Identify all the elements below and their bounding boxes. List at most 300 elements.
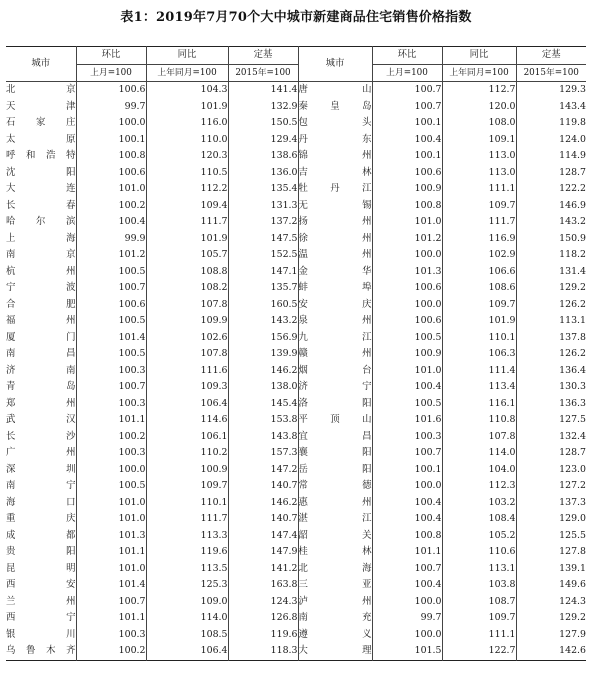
- table-row: [6, 297, 586, 314]
- table-row: [6, 99, 586, 116]
- base-left-cell: 118.3: [228, 643, 298, 660]
- yoy-left-cell: 110.0: [146, 132, 228, 149]
- city-right-cell: 遵义: [298, 627, 372, 644]
- city-right-cell: 徐州: [298, 231, 372, 248]
- table-row: [6, 313, 586, 330]
- mom-left-cell: 100.2: [76, 643, 146, 660]
- base-right-cell: 127.8: [516, 544, 586, 561]
- yoy-left-cell: 111.7: [146, 214, 228, 231]
- city-left-cell: 广州: [6, 447, 76, 458]
- table-row: [6, 478, 586, 495]
- mom-right-cell: 100.0: [372, 297, 442, 314]
- mom-left-cell: 100.6: [76, 165, 146, 182]
- mom-left-cell: 100.5: [76, 478, 146, 495]
- base-right-cell: 126.2: [516, 346, 586, 363]
- base-left-cell: 147.9: [228, 544, 298, 561]
- base-right-cell: 119.8: [516, 115, 586, 132]
- base-right-cell: 131.4: [516, 264, 586, 281]
- city-right-cell: 牡丹江: [298, 181, 372, 198]
- base-left-cell: 153.8: [228, 412, 298, 429]
- city-right-cell: 惠州: [298, 495, 372, 512]
- yoy-right-cell: 109.7: [442, 198, 516, 215]
- yoy-header-right: 同比: [442, 47, 516, 65]
- city-left-cell: 宁波: [6, 282, 76, 293]
- yoy-right-cell: 108.0: [442, 115, 516, 132]
- base-right-cell: 139.1: [516, 561, 586, 578]
- yoy-left-cell: 111.7: [146, 511, 228, 528]
- city-left-cell: 南宁: [6, 480, 76, 491]
- table-row: [6, 511, 586, 528]
- yoy-left-cell: 111.6: [146, 363, 228, 380]
- yoy-right-cell: 109.1: [442, 132, 516, 149]
- yoy-right-cell: 108.6: [442, 280, 516, 297]
- yoy-right-cell: 107.8: [442, 429, 516, 446]
- city-header-right: 城市: [298, 47, 372, 82]
- city-right-cell: 泸州: [298, 594, 372, 611]
- city-right-cell: 济宁: [298, 379, 372, 396]
- table-row: [6, 264, 586, 281]
- yoy-sub-left: 上年同月=100: [146, 64, 228, 82]
- yoy-right-cell: 122.7: [442, 643, 516, 660]
- mom-left-cell: 100.3: [76, 627, 146, 644]
- yoy-left-cell: 108.5: [146, 627, 228, 644]
- mom-left-cell: 101.1: [76, 544, 146, 561]
- city-right-cell: 蚌埠: [298, 280, 372, 297]
- city-left-cell: 西安: [6, 579, 76, 590]
- mom-right-cell: 100.7: [372, 561, 442, 578]
- city-left-cell: 兰州: [6, 595, 76, 607]
- mom-right-cell: 100.0: [372, 594, 442, 611]
- mom-left-cell: 99.9: [76, 231, 146, 248]
- base-left-cell: 135.4: [228, 181, 298, 198]
- city-left-cell: 天津: [6, 100, 76, 112]
- base-right-cell: 129.2: [516, 610, 586, 627]
- mom-left-cell: 99.7: [76, 99, 146, 116]
- mom-sub-right: 上月=100: [372, 64, 442, 82]
- city-left-cell: 哈尔滨: [6, 216, 76, 227]
- city-left-cell: 南昌: [6, 348, 76, 359]
- mom-right-cell: 100.8: [372, 198, 442, 215]
- mom-left-cell: 101.0: [76, 495, 146, 512]
- yoy-left-cell: 100.9: [146, 462, 228, 479]
- base-right-cell: 128.7: [516, 165, 586, 182]
- mom-left-cell: 100.7: [76, 594, 146, 611]
- mom-right-cell: 101.5: [372, 643, 442, 660]
- yoy-right-cell: 111.4: [442, 363, 516, 380]
- mom-left-cell: 100.0: [76, 115, 146, 132]
- yoy-left-cell: 109.7: [146, 478, 228, 495]
- mom-left-cell: 101.2: [76, 247, 146, 264]
- base-right-cell: 149.6: [516, 577, 586, 594]
- mom-left-cell: 100.5: [76, 346, 146, 363]
- city-left-cell: 大连: [6, 183, 76, 194]
- base-right-cell: 132.4: [516, 429, 586, 446]
- mom-right-cell: 100.1: [372, 115, 442, 132]
- base-right-cell: 129.2: [516, 280, 586, 297]
- base-sub-right: 2015年=100: [516, 64, 586, 82]
- yoy-right-cell: 111.7: [442, 214, 516, 231]
- base-left-cell: 146.2: [228, 363, 298, 380]
- city-right-cell: 温州: [298, 247, 372, 264]
- table-row: [6, 462, 586, 479]
- yoy-left-cell: 106.4: [146, 643, 228, 660]
- mom-right-cell: 100.1: [372, 148, 442, 165]
- table-row: [6, 610, 586, 627]
- table-row: [6, 181, 586, 198]
- city-right-cell: 北海: [298, 561, 372, 578]
- table-row: [6, 214, 586, 231]
- city-right-cell: 唐山: [298, 82, 372, 99]
- mom-right-cell: 101.3: [372, 264, 442, 281]
- mom-left-cell: 100.6: [76, 297, 146, 314]
- yoy-left-cell: 112.2: [146, 181, 228, 198]
- base-right-cell: 118.2: [516, 247, 586, 264]
- table-row: [6, 544, 586, 561]
- city-left-cell: 沈阳: [6, 166, 76, 178]
- yoy-right-cell: 101.9: [442, 313, 516, 330]
- yoy-left-cell: 106.1: [146, 429, 228, 446]
- city-right-cell: 湛江: [298, 511, 372, 528]
- yoy-right-cell: 112.3: [442, 478, 516, 495]
- city-right-cell: 锦州: [298, 148, 372, 165]
- table-row: [6, 379, 586, 396]
- table-body: [6, 82, 586, 661]
- base-right-cell: 127.2: [516, 478, 586, 495]
- mom-sub-left: 上月=100: [76, 64, 146, 82]
- mom-left-cell: 100.1: [76, 132, 146, 149]
- base-left-cell: 152.5: [228, 247, 298, 264]
- yoy-right-cell: 110.6: [442, 544, 516, 561]
- mom-right-cell: 100.7: [372, 445, 442, 462]
- city-right-cell: 洛阳: [298, 396, 372, 413]
- city-left-cell: 深圳: [6, 463, 76, 475]
- mom-left-cell: 100.4: [76, 214, 146, 231]
- city-left-cell: 呼和浩特: [6, 150, 76, 161]
- yoy-left-cell: 116.0: [146, 115, 228, 132]
- yoy-right-cell: 114.0: [442, 445, 516, 462]
- mom-right-cell: 100.9: [372, 181, 442, 198]
- base-right-cell: 125.5: [516, 528, 586, 545]
- table-row: [6, 165, 586, 182]
- city-left-cell: 武汉: [6, 414, 76, 425]
- yoy-right-cell: 111.1: [442, 181, 516, 198]
- table-row: [6, 643, 586, 660]
- mom-left-cell: 100.0: [76, 462, 146, 479]
- city-right-cell: 赣州: [298, 346, 372, 363]
- base-right-cell: 136.4: [516, 363, 586, 380]
- mom-right-cell: 100.4: [372, 577, 442, 594]
- mom-left-cell: 100.5: [76, 313, 146, 330]
- table-row: [6, 231, 586, 248]
- city-right-cell: 宜昌: [298, 429, 372, 446]
- city-left-cell: 贵阳: [6, 546, 76, 557]
- mom-header-left: 环比: [76, 47, 146, 65]
- table-row: [6, 594, 586, 611]
- mom-left-cell: 100.2: [76, 429, 146, 446]
- base-left-cell: 132.9: [228, 99, 298, 116]
- mom-right-cell: 100.4: [372, 379, 442, 396]
- mom-right-cell: 100.1: [372, 462, 442, 479]
- base-left-cell: 137.2: [228, 214, 298, 231]
- city-left-cell: 重庆: [6, 513, 76, 524]
- table-row: [6, 198, 586, 215]
- mom-right-cell: 100.0: [372, 247, 442, 264]
- table-row: [6, 280, 586, 297]
- yoy-right-cell: 111.1: [442, 627, 516, 644]
- yoy-right-cell: 112.7: [442, 82, 516, 99]
- mom-right-cell: 100.6: [372, 280, 442, 297]
- table-row: [6, 577, 586, 594]
- table-row: [6, 396, 586, 413]
- base-right-cell: 128.7: [516, 445, 586, 462]
- city-right-cell: 无锡: [298, 198, 372, 215]
- mom-right-cell: 100.7: [372, 99, 442, 116]
- yoy-left-cell: 110.2: [146, 445, 228, 462]
- yoy-left-cell: 109.4: [146, 198, 228, 215]
- yoy-right-cell: 110.8: [442, 412, 516, 429]
- base-header-right: 定基: [516, 47, 586, 65]
- mom-header-right: 环比: [372, 47, 442, 65]
- yoy-right-cell: 105.2: [442, 528, 516, 545]
- yoy-left-cell: 105.7: [146, 247, 228, 264]
- yoy-left-cell: 101.9: [146, 231, 228, 248]
- city-right-cell: 桂林: [298, 544, 372, 561]
- base-right-cell: 137.8: [516, 330, 586, 347]
- base-left-cell: 145.4: [228, 396, 298, 413]
- base-right-cell: 127.5: [516, 412, 586, 429]
- subheader-row: [6, 64, 586, 82]
- city-left-cell: 南京: [6, 249, 76, 260]
- table-row: [6, 627, 586, 644]
- city-right-cell: 秦皇岛: [298, 99, 372, 116]
- base-left-cell: 141.2: [228, 561, 298, 578]
- yoy-right-cell: 106.3: [442, 346, 516, 363]
- base-left-cell: 136.0: [228, 165, 298, 182]
- base-left-cell: 140.7: [228, 511, 298, 528]
- city-right-cell: 扬州: [298, 214, 372, 231]
- base-right-cell: 136.3: [516, 396, 586, 413]
- yoy-left-cell: 107.8: [146, 297, 228, 314]
- yoy-left-cell: 114.6: [146, 412, 228, 429]
- yoy-left-cell: 114.0: [146, 610, 228, 627]
- yoy-left-cell: 113.3: [146, 528, 228, 545]
- city-right-cell: 三亚: [298, 577, 372, 594]
- city-left-cell: 银川: [6, 628, 76, 640]
- base-right-cell: 124.0: [516, 132, 586, 149]
- yoy-right-cell: 108.4: [442, 511, 516, 528]
- base-left-cell: 163.8: [228, 577, 298, 594]
- city-left-cell: 西宁: [6, 612, 76, 623]
- base-right-cell: 130.3: [516, 379, 586, 396]
- yoy-right-cell: 102.9: [442, 247, 516, 264]
- yoy-left-cell: 106.4: [146, 396, 228, 413]
- mom-right-cell: 100.5: [372, 330, 442, 347]
- table-row: [6, 346, 586, 363]
- base-left-cell: 129.4: [228, 132, 298, 149]
- yoy-right-cell: 113.4: [442, 379, 516, 396]
- yoy-right-cell: 113.0: [442, 148, 516, 165]
- base-right-cell: 146.9: [516, 198, 586, 215]
- city-right-cell: 吉林: [298, 165, 372, 182]
- city-right-cell: 安庆: [298, 297, 372, 314]
- base-right-cell: 143.2: [516, 214, 586, 231]
- city-left-cell: 北京: [6, 84, 76, 95]
- mom-right-cell: 101.1: [372, 544, 442, 561]
- base-right-cell: 150.9: [516, 231, 586, 248]
- table-row: [6, 429, 586, 446]
- city-left-cell: 石家庄: [6, 117, 76, 128]
- city-right-cell: 金华: [298, 264, 372, 281]
- yoy-right-cell: 110.1: [442, 330, 516, 347]
- base-right-cell: 126.2: [516, 297, 586, 314]
- table-row: [6, 148, 586, 165]
- city-left-cell: 昆明: [6, 562, 76, 574]
- mom-right-cell: 100.3: [372, 429, 442, 446]
- base-right-cell: 142.6: [516, 643, 586, 660]
- yoy-left-cell: 119.6: [146, 544, 228, 561]
- mom-left-cell: 101.3: [76, 528, 146, 545]
- mom-left-cell: 100.7: [76, 280, 146, 297]
- yoy-left-cell: 110.5: [146, 165, 228, 182]
- base-right-cell: 113.1: [516, 313, 586, 330]
- table-row: [6, 495, 586, 512]
- base-right-cell: 124.3: [516, 594, 586, 611]
- base-right-cell: 137.3: [516, 495, 586, 512]
- city-left-cell: 乌鲁木齐: [6, 645, 76, 656]
- table-row: [6, 132, 586, 149]
- mom-left-cell: 100.2: [76, 198, 146, 215]
- city-left-cell: 成都: [6, 529, 76, 541]
- yoy-left-cell: 109.3: [146, 379, 228, 396]
- base-left-cell: 147.5: [228, 231, 298, 248]
- yoy-left-cell: 108.8: [146, 264, 228, 281]
- yoy-left-cell: 120.3: [146, 148, 228, 165]
- mom-left-cell: 101.1: [76, 610, 146, 627]
- mom-left-cell: 101.0: [76, 511, 146, 528]
- city-left-cell: 厦门: [6, 331, 76, 343]
- mom-right-cell: 100.6: [372, 313, 442, 330]
- yoy-left-cell: 104.3: [146, 82, 228, 99]
- base-left-cell: 143.8: [228, 429, 298, 446]
- yoy-left-cell: 107.8: [146, 346, 228, 363]
- mom-right-cell: 100.4: [372, 132, 442, 149]
- city-right-cell: 常德: [298, 478, 372, 495]
- base-left-cell: 141.4: [228, 82, 298, 99]
- city-left-cell: 济南: [6, 364, 76, 376]
- yoy-left-cell: 101.9: [146, 99, 228, 116]
- table-row: [6, 445, 586, 462]
- yoy-right-cell: 103.8: [442, 577, 516, 594]
- city-right-cell: 韶关: [298, 528, 372, 545]
- base-right-cell: 127.9: [516, 627, 586, 644]
- mom-right-cell: 100.7: [372, 82, 442, 99]
- mom-left-cell: 100.3: [76, 363, 146, 380]
- city-left-cell: 海口: [6, 496, 76, 508]
- mom-left-cell: 101.0: [76, 181, 146, 198]
- yoy-right-cell: 109.7: [442, 610, 516, 627]
- mom-right-cell: 101.2: [372, 231, 442, 248]
- mom-right-cell: 100.8: [372, 528, 442, 545]
- base-left-cell: 119.6: [228, 627, 298, 644]
- city-right-cell: 大理: [298, 643, 372, 660]
- city-right-cell: 包头: [298, 115, 372, 132]
- yoy-right-cell: 106.6: [442, 264, 516, 281]
- mom-right-cell: 99.7: [372, 610, 442, 627]
- base-right-cell: 123.0: [516, 462, 586, 479]
- city-left-cell: 太原: [6, 133, 76, 145]
- yoy-right-cell: 120.0: [442, 99, 516, 116]
- base-left-cell: 156.9: [228, 330, 298, 347]
- base-left-cell: 135.7: [228, 280, 298, 297]
- mom-right-cell: 101.0: [372, 214, 442, 231]
- yoy-right-cell: 108.7: [442, 594, 516, 611]
- city-right-cell: 丹东: [298, 132, 372, 149]
- table-title: 表1：2019年7月70个大中城市新建商品住宅销售价格指数: [120, 10, 472, 25]
- base-right-cell: 129.3: [516, 82, 586, 99]
- yoy-right-cell: 113.1: [442, 561, 516, 578]
- city-right-cell: 泉州: [298, 313, 372, 330]
- yoy-right-cell: 104.0: [442, 462, 516, 479]
- city-right-cell: 烟台: [298, 363, 372, 380]
- city-left-cell: 上海: [6, 232, 76, 244]
- mom-right-cell: 100.0: [372, 478, 442, 495]
- mom-left-cell: 101.1: [76, 412, 146, 429]
- header-row: [6, 47, 586, 65]
- mom-right-cell: 100.4: [372, 495, 442, 512]
- base-left-cell: 143.2: [228, 313, 298, 330]
- city-right-cell: 平顶山: [298, 412, 372, 429]
- base-left-cell: 147.2: [228, 462, 298, 479]
- base-left-cell: 138.0: [228, 379, 298, 396]
- city-left-cell: 青岛: [6, 381, 76, 392]
- city-left-cell: 福州: [6, 315, 76, 326]
- mom-left-cell: 100.6: [76, 82, 146, 99]
- yoy-right-cell: 113.0: [442, 165, 516, 182]
- base-left-cell: 126.8: [228, 610, 298, 627]
- mom-left-cell: 100.7: [76, 379, 146, 396]
- base-left-cell: 131.3: [228, 198, 298, 215]
- yoy-right-cell: 103.2: [442, 495, 516, 512]
- city-left-cell: 长沙: [6, 430, 76, 442]
- table-row: [6, 247, 586, 264]
- yoy-right-cell: 116.1: [442, 396, 516, 413]
- mom-left-cell: 101.4: [76, 330, 146, 347]
- table-row: [6, 412, 586, 429]
- mom-right-cell: 100.5: [372, 396, 442, 413]
- yoy-right-cell: 109.7: [442, 297, 516, 314]
- base-header-left: 定基: [228, 47, 298, 65]
- yoy-header-left: 同比: [146, 47, 228, 65]
- city-right-cell: 九江: [298, 330, 372, 347]
- base-right-cell: 114.9: [516, 148, 586, 165]
- mom-right-cell: 100.6: [372, 165, 442, 182]
- yoy-left-cell: 113.5: [146, 561, 228, 578]
- mom-right-cell: 100.0: [372, 627, 442, 644]
- base-left-cell: 146.2: [228, 495, 298, 512]
- base-right-cell: 143.4: [516, 99, 586, 116]
- base-left-cell: 138.6: [228, 148, 298, 165]
- base-left-cell: 157.3: [228, 445, 298, 462]
- base-left-cell: 147.4: [228, 528, 298, 545]
- city-right-cell: 岳阳: [298, 462, 372, 479]
- yoy-left-cell: 125.3: [146, 577, 228, 594]
- mom-left-cell: 101.4: [76, 577, 146, 594]
- city-left-cell: 杭州: [6, 265, 76, 277]
- yoy-sub-right: 上年同月=100: [442, 64, 516, 82]
- yoy-left-cell: 102.6: [146, 330, 228, 347]
- city-left-cell: 郑州: [6, 397, 76, 409]
- mom-left-cell: 100.8: [76, 148, 146, 165]
